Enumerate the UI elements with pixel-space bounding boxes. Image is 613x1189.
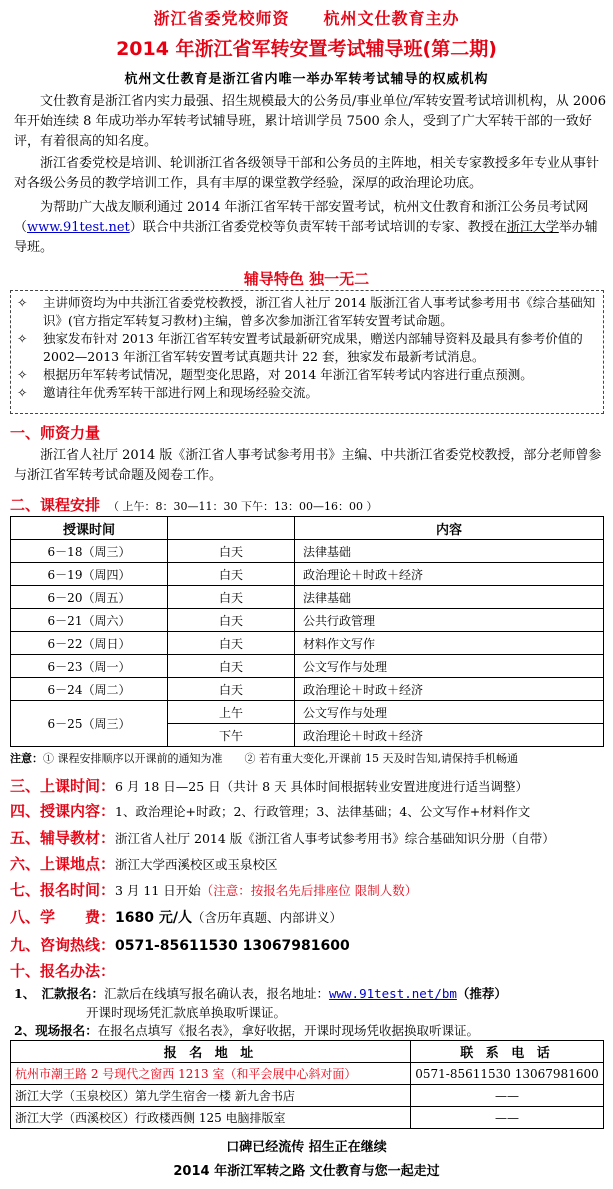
- feature-item: [17, 366, 597, 384]
- feature-text: 主讲师资均为中共浙江省委党校教授，浙江省人社厅 2014 版浙江省人事考试参考用书《综合基础知识》(官方指定军转复习教材)主编，曾多次参加浙江省军转安置考试命题。: [43, 295, 596, 328]
- feature-text: 邀请往年优秀军转干部进行网上和现场经验交流。: [43, 385, 319, 400]
- cell-content: 公文写作与处理: [295, 701, 604, 724]
- section-class-time: [10, 775, 528, 796]
- table-row: [11, 563, 604, 586]
- cell-date: 6－25（周三）: [11, 701, 168, 747]
- note-item-1: ① 课程安排顺序以开课前的通知为准: [43, 752, 223, 765]
- feature-text: 独家发布针对 2013 年浙江省军转安置考试最新研究成果，赠送内部辅导资料及最具有参考价值的 2002—2013 年浙江省军转安置考试真题共计 22 套，独家发布最新考试消息。: [43, 331, 583, 364]
- schedule-note: [10, 750, 518, 766]
- cell-slot: 上午: [168, 701, 295, 724]
- table-row: [11, 540, 604, 563]
- section-value: 3 月 11 日开始: [115, 883, 201, 898]
- section-highlight: （注意：按报名先后排座位 限制人数）: [200, 883, 418, 898]
- cell-date: 6－19（周四）: [11, 563, 168, 586]
- section-tuition: [10, 906, 342, 927]
- schedule-header-row: [11, 517, 604, 540]
- diamond-bullet-icon: ✧: [17, 331, 28, 346]
- section-location: [10, 853, 278, 874]
- section-value: 浙江大学西溪校区或玉泉校区: [115, 857, 278, 872]
- cell-phone: 0571-85611530 13067981600: [411, 1063, 604, 1085]
- footer-line-1: 口碑已经流传 招生正在继续: [226, 1140, 387, 1155]
- hotline-number: 0571-85611530 13067981600: [115, 938, 350, 954]
- note-item-2: ② 若有重大变化,开课前 15 天及时告知,请保持手机畅通: [244, 752, 518, 765]
- cell-date: 6－18（周三）: [11, 540, 168, 563]
- features-box: [10, 290, 604, 414]
- section-label: 七、报名时间：: [10, 881, 116, 899]
- cell-slot: 白天: [168, 609, 295, 632]
- zju-underlined: 浙江大学: [506, 220, 559, 235]
- col-header-phone: 联 系 电 话: [411, 1041, 604, 1063]
- cell-date: 6－20（周五）: [11, 586, 168, 609]
- feature-item: [17, 384, 597, 402]
- tuition-amount: 1680 元/人: [115, 910, 192, 926]
- cell-slot: 白天: [168, 540, 295, 563]
- cell-date: 6－22（周日）: [11, 632, 168, 655]
- feature-text: 根据历年军转考试情况，题型变化思路，对 2014 年浙江省军转考试内容进行重点预测。: [43, 367, 533, 382]
- cell-date: 6－23（周一）: [11, 655, 168, 678]
- cell-address: 杭州市潮王路 2 号现代之窗西 1213 室（和平会展中心斜对面）: [11, 1063, 411, 1085]
- schedule-table: [10, 516, 604, 747]
- cell-phone: ——: [411, 1107, 604, 1129]
- location-table: [10, 1040, 604, 1129]
- cell-content: 政治理论＋时政＋经济: [295, 678, 604, 701]
- signup-method-1-line2: 开课时现场凭汇款底单换取听课证。: [86, 1005, 287, 1020]
- intro-p3-text-b: ）联合中共浙江省委党校等负责军转干部考试培训的专家、教授在: [129, 220, 507, 235]
- intro-paragraph-3: [14, 198, 606, 258]
- schedule-time-note: （ 上午：8：30—11：30 下午：13：00—16：00 ）: [108, 500, 378, 513]
- section-course-content: [10, 800, 530, 821]
- method-label: 1、 汇款报名：: [14, 986, 104, 1001]
- cell-content: 政治理论＋时政＋经济: [295, 563, 604, 586]
- cell-content: 法律基础: [295, 586, 604, 609]
- table-row: [11, 1107, 604, 1129]
- diamond-bullet-icon: ✧: [17, 385, 28, 400]
- cell-phone: ——: [411, 1085, 604, 1107]
- feature-item: [17, 294, 597, 330]
- cell-slot: 下午: [168, 724, 295, 747]
- col-header-address: 报 名 地 址: [11, 1041, 411, 1063]
- section-value: 6 月 18 日—25 日（共计 8 天 具体时间根据转业安置进度进行适当调整）: [115, 779, 529, 794]
- section-registration-time: [10, 879, 417, 900]
- cell-slot: 白天: [168, 632, 295, 655]
- cell-slot: 白天: [168, 655, 295, 678]
- cell-address: 浙江大学（玉泉校区）第九学生宿舍一楼 新九舍书店: [11, 1085, 411, 1107]
- cell-address: 浙江大学（西溪校区）行政楼西侧 125 电脑排版室: [11, 1107, 411, 1129]
- intro-paragraph-1: 文仕教育是浙江省内实力最强、招生规模最大的公务员/事业单位/军转安置考试培训机构，从 2006 年开始连续 8 年成功举办军转考试辅导班，累计培训学员 7500 余人，受到了广大军转干部的一致好评，有着很高的知名度。: [14, 94, 606, 149]
- diamond-bullet-icon: ✧: [17, 295, 28, 310]
- banner-left: 浙江省委党校师资: [153, 9, 290, 28]
- section-value: 1、政治理论+时政；2、行政管理；3、法律基础；4、公文写作+材料作文: [115, 804, 531, 819]
- diamond-bullet-icon: ✧: [17, 367, 28, 382]
- banner-right: 杭州文仕教育主办: [323, 9, 460, 28]
- intro-p3-text-c: 举办辅导班。: [14, 220, 598, 255]
- cell-date: 6－24（周二）: [11, 678, 168, 701]
- note-label: 注意：: [10, 752, 43, 765]
- cell-slot: 白天: [168, 563, 295, 586]
- intro-paragraph-2: 浙江省委党校是培训、轮训浙江省各级领导干部和公务员的主阵地，相关专家教授多年专业从事针对各级公务员的教学培训工作，具有丰厚的课堂教学经验，深厚的政治理论功底。: [14, 156, 600, 191]
- cell-content: 政治理论＋时政＋经济: [295, 724, 604, 747]
- location-header-row: [11, 1041, 604, 1063]
- method-text: 汇款后在线填写报名确认表，报名地址：: [103, 986, 329, 1001]
- section-textbook: [10, 827, 555, 848]
- faculty-text: 浙江省人社厅 2014 版《浙江省人事考试参考用书》主编、中共浙江省委党校教授，部分老师曾参与浙江省军转考试命题及阅卷工作。: [14, 448, 602, 483]
- col-header-time: 授课时间: [11, 517, 168, 540]
- schedule-heading-label: 二、课程安排: [10, 496, 101, 514]
- section-label: 四、授课内容：: [10, 802, 116, 820]
- method-text: 在报名点填写《报名表》，拿好收据，开课时现场凭收据换取听课证。: [97, 1023, 479, 1038]
- schedule-heading: [10, 494, 377, 515]
- col-header-blank: [168, 517, 295, 540]
- footer-line-2: 2014 年浙江军转之路 文仕教育与您一起走过: [173, 1164, 440, 1179]
- table-row: [11, 678, 604, 701]
- signup-method-2: [14, 1021, 479, 1041]
- section-hotline: [10, 934, 350, 955]
- top-banner: [0, 6, 613, 29]
- recommend-tag: （推荐）: [456, 986, 507, 1001]
- page-title: 2014 年浙江省军转安置考试辅导班(第二期): [116, 38, 497, 60]
- cell-content: 材料作文写作: [295, 632, 604, 655]
- section-value: （含历年真题、内部讲义）: [191, 910, 342, 925]
- table-row: [11, 632, 604, 655]
- website-link[interactable]: www.91test.net: [27, 220, 130, 235]
- section-label: 八、学 费：: [10, 908, 116, 926]
- table-row: [11, 655, 604, 678]
- cell-content: 法律基础: [295, 540, 604, 563]
- intro-p3-text-a: 为帮助广大战友顺利通过 2014 年浙江省军转干部安置考试，杭州文仕教育和浙江公务员考试网（: [14, 200, 589, 235]
- features-heading: 辅导特色 独一无二: [243, 270, 370, 288]
- table-row: [11, 1063, 604, 1085]
- table-row: [11, 701, 604, 724]
- section-signup-method: 十、报名办法：: [10, 962, 116, 980]
- col-header-content: 内容: [295, 517, 604, 540]
- method-label: 2、现场报名：: [14, 1023, 98, 1038]
- section-label: 五、辅导教材：: [10, 829, 116, 847]
- cell-slot: 白天: [168, 586, 295, 609]
- signup-method-1: [14, 984, 507, 1004]
- table-row: [11, 586, 604, 609]
- cell-date: 6－21（周六）: [11, 609, 168, 632]
- table-row: [11, 1085, 604, 1107]
- table-row: [11, 609, 604, 632]
- section-label: 九、咨询热线：: [10, 936, 116, 954]
- faculty-heading: 一、师资力量: [10, 424, 101, 442]
- cell-content: 公共行政管理: [295, 609, 604, 632]
- slogan: 杭州文仕教育是浙江省内唯一举办军转考试辅导的权威机构: [124, 72, 489, 87]
- cell-content: 公文写作与处理: [295, 655, 604, 678]
- section-value: 浙江省人社厅 2014 版《浙江省人事考试参考用书》综合基础知识分册（自带）: [115, 831, 555, 846]
- section-label: 三、上课时间：: [10, 777, 116, 795]
- signup-link[interactable]: www.91test.net/bm: [328, 986, 457, 1001]
- section-label: 六、上课地点：: [10, 855, 116, 873]
- feature-item: [17, 330, 597, 366]
- cell-slot: 白天: [168, 678, 295, 701]
